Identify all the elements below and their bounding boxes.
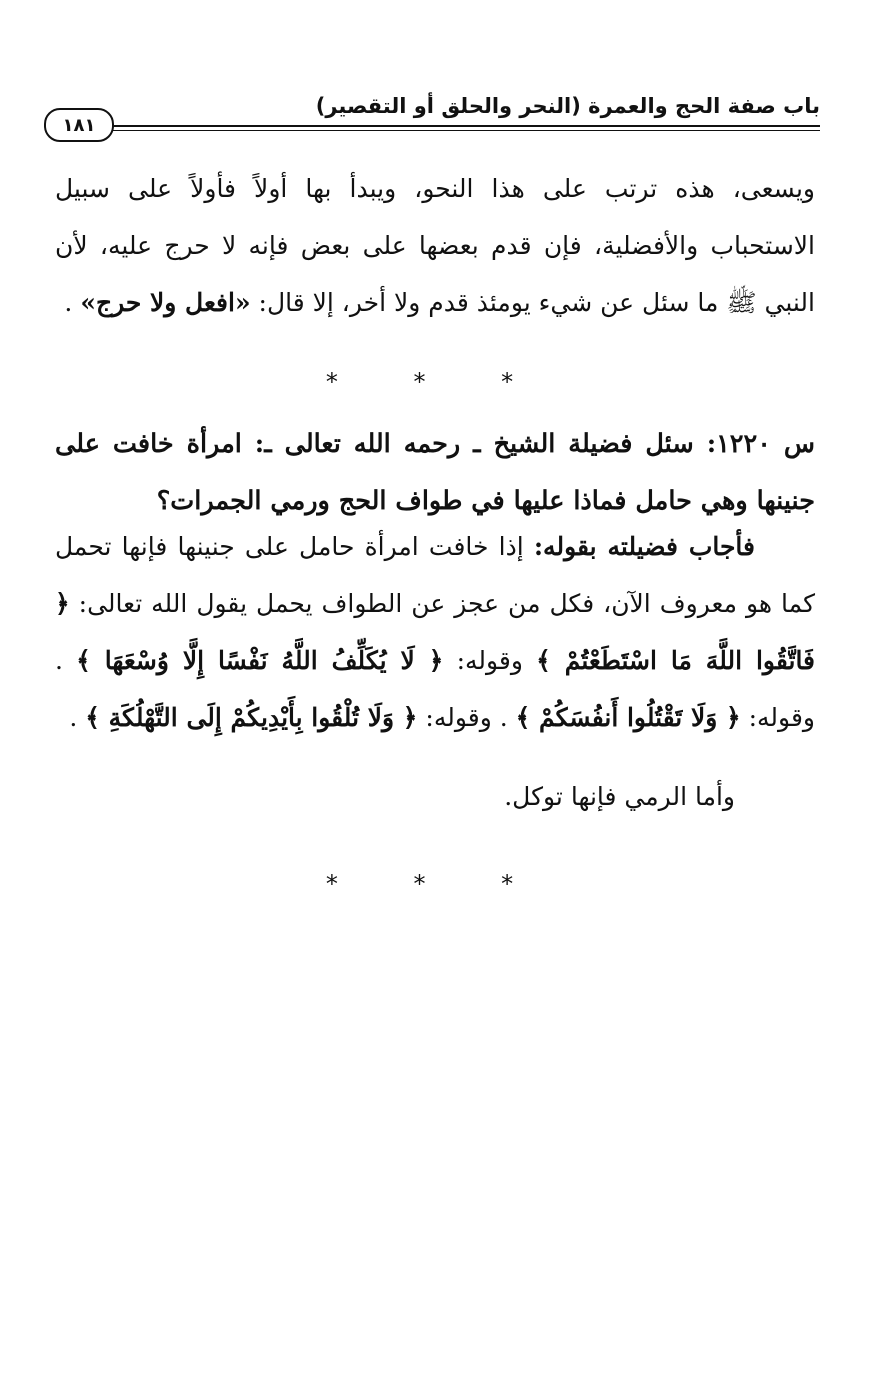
separator-stars: * * * (325, 368, 548, 396)
paragraph-1-end: . (64, 288, 73, 317)
page-header (44, 94, 820, 134)
verse-4: ﴿ وَلَا تُلْقُوا بِأَيْدِيكُمْ إِلَى التَّهْلُكَةِ ﴾ (85, 703, 418, 732)
header-rule-thin (108, 130, 820, 131)
chapter-title: باب صفة الحج والعمرة (النحر والحلق أو التقصير) (315, 94, 820, 118)
answer (55, 518, 815, 746)
verse-3: ﴿ وَلَا تَقْتُلُوا أَنفُسَكُمْ ﴾ (515, 703, 741, 732)
prophet-quote: «افعل ولا حرج» (80, 288, 251, 317)
answer-text-4: . وقوله: (425, 703, 508, 732)
verse-1: ﴿ فَاتَّقُوا اللَّهَ مَا اسْتَطَعْتُمْ ﴾ (55, 589, 816, 675)
page-number: ١٨١ (44, 108, 114, 142)
answer-end: . (69, 703, 78, 732)
paragraph-1 (55, 160, 815, 331)
separator-stars-bottom: * * * (325, 870, 548, 898)
final-line: وأما الرمي فإنها توكل. (504, 782, 735, 811)
question: س ١٢٢٠: سئل فضيلة الشيخ ـ رحمه الله تعالى ـ: امرأة خافت على جنينها وهي حامل فماذا عليها في طواف الحج ورمي الجمرات؟ (55, 429, 815, 516)
answer-text-1: إذا خافت امرأة حامل على جنينها فإنها تحمل كما هو معروف الآن، فكل من عجز عن الطواف يحمل يقول الله تعالى: (55, 532, 815, 618)
header-rule (108, 125, 820, 127)
answer-text-3: . وقوله: (55, 646, 815, 732)
verse-2: ﴿ لَا يُكَلِّفُ اللَّهُ نَفْسًا إِلَّا وُسْعَهَا ﴾ (76, 646, 444, 675)
paragraph-1-text: ويسعى، هذه ترتب على هذا النحو، ويبدأ بها أولاً فأولاً على سبيل الاستحباب والأفضلية، فإن قدم بعضها على بعض فإنه لا حرج عليه، لأن النبي ﷺ ما سئل عن شيء يومئذ قدم ولا أخر، إلا قال: (55, 174, 815, 317)
answer-lead: فأجاب فضيلته بقوله: (533, 532, 755, 561)
answer-text-2: وقوله: (456, 646, 523, 675)
